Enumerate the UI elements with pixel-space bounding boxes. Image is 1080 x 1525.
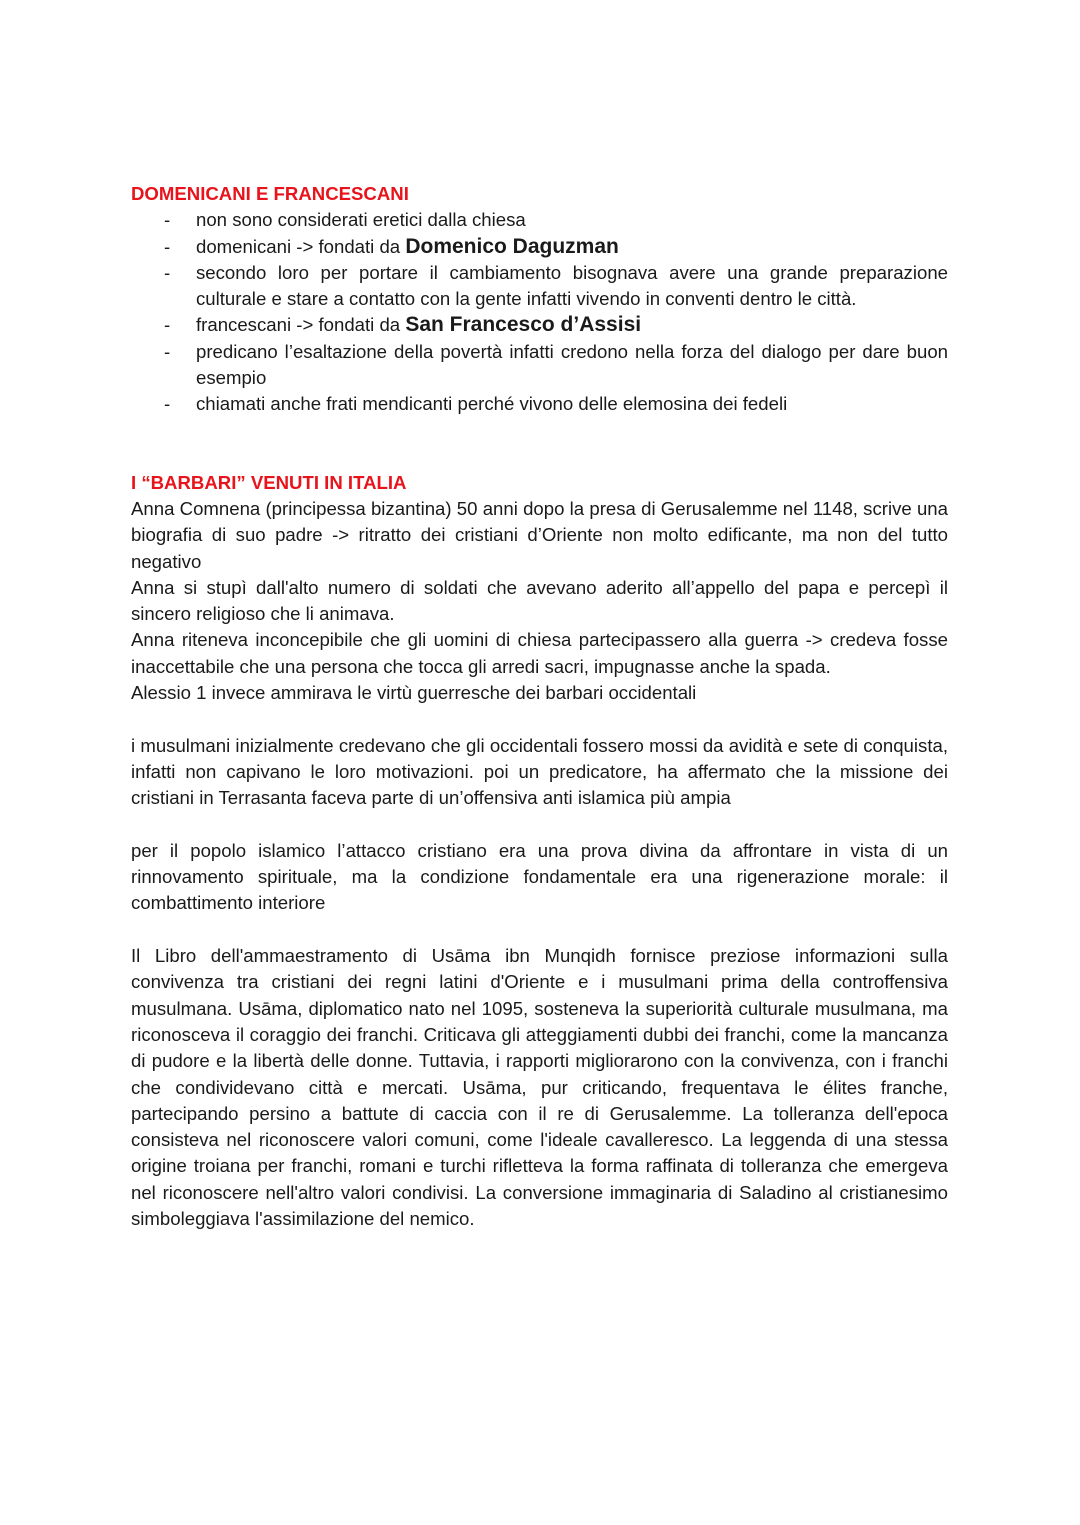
section-heading-domenicani-francescani: DOMENICANI E FRANCESCANI	[131, 183, 409, 204]
dash-bullet-icon: -	[164, 235, 171, 257]
paragraph-popolo-islamico: per il popolo islamico l’attacco cristiano era una prova divina da affrontare in vista di un rinnovamento spirituale, ma la condizione fondamentale era una rigenerazione morale: il combattimento interiore	[131, 839, 948, 914]
list-item-text: chiamati anche frati mendicanti perché vivono delle elemosina dei fedeli	[196, 393, 788, 415]
dash-bullet-icon: -	[164, 314, 171, 336]
list-item-text: domenicani -> fondati da	[196, 235, 406, 257]
list-item-text: predicano l’esaltazione della povertà infatti credono nella forza del dialogo per dare buon esempio	[196, 340, 948, 389]
founder-name: San Francesco d’Assisi	[405, 313, 642, 337]
section-spacer	[131, 418, 948, 470]
dash-bullet-icon: -	[164, 261, 171, 283]
list-item-text: francescani -> fondati da	[196, 314, 406, 336]
founder-name: Domenico Daguzman	[405, 234, 619, 258]
paragraph-anna-chiesa: Anna riteneva inconcepibile che gli uomini di chiesa partecipassero alla guerra -> credeva fosse inaccettabile che una persona che tocca gli arredi sacri, impugnasse anche la spada.	[131, 629, 948, 677]
paragraph-spacer	[131, 812, 948, 838]
paragraph-usama: Il Libro dell'ammaestramento di Usāma ibn Munqidh fornisce preziose informazioni sulla convivenza tra cristiani dei regni latini d'Oriente e i musulmani prima della controffensiva musulmana. Usāma, diplomatico nato nel 1095, sosteneva la superiorità culturale musulmana, ma riconosceva il coraggio dei franchi. Criticava gli atteggiamenti dubbi dei franchi, come la mancanza di pudore e la libertà delle donne. Tuttavia, i rapporti migliorarono con la convivenza, con i franchi che condividevano città e mercati. Usāma, pur criticando, frequentava le élites franche, partecipando persino a battute di caccia con il re di Gerusalemme. La tolleranza dell'epoca consisteva nel riconoscere valori comuni, come l'ideale cavalleresco. La leggenda di una stessa origine troiana per franchi, romani e turchi rifletteva la forma raffinata di tolleranza che emergeva nel riconoscere nell'altro valori condivisi. La conversione immaginaria di Saladino al cristianesimo simboleggiava l'assimilazione del nemico.	[131, 945, 948, 1229]
dash-bullet-icon: -	[164, 209, 171, 231]
paragraph-anna-stupore: Anna si stupì dall'alto numero di soldati che avevano aderito all’appello del papa e percepì il sincero religioso che li animava.	[131, 576, 948, 625]
list-item	[131, 207, 948, 233]
list-item	[131, 260, 948, 313]
paragraph-anna-comnena: Anna Comnena (principessa bizantina) 50 anni dopo la presa di Gerusalemme nel 1148, scrive una biografia di suo padre -> ritratto dei cristiani d’Oriente non molto edificante, ma non del tutto negativo	[131, 497, 948, 572]
paragraph-spacer	[131, 706, 948, 732]
paragraph-spacer	[131, 917, 948, 943]
paragraph-alessio: Alessio 1 invece ammirava le virtù guerresche dei barbari occidentali	[131, 682, 697, 704]
paragraph-musulmani: i musulmani inizialmente credevano che gli occidentali fossero mossi da avidità e sete di conquista, infatti non capivano le loro motivazioni. poi un predicatore, ha affermato che la missione dei cristiani in Terrasanta faceva parte di un’offensiva anti islamica più ampia	[131, 734, 948, 809]
list-item	[131, 339, 948, 392]
section-heading-barbari: I “BARBARI” VENUTI IN ITALIA	[131, 471, 407, 493]
list-item	[131, 312, 948, 338]
dash-bullet-icon: -	[164, 393, 171, 415]
dash-bullet-icon: -	[164, 340, 171, 362]
list-item	[131, 234, 948, 260]
list-item	[131, 391, 948, 417]
list-item-text: secondo loro per portare il cambiamento bisognava avere una grande preparazione culturale e stare a contatto con la gente infatti vivendo in conventi dentro le città.	[196, 261, 948, 310]
list-item-text: non sono considerati eretici dalla chiesa	[196, 209, 526, 231]
document-page	[131, 181, 948, 1232]
bullet-list	[131, 207, 948, 417]
